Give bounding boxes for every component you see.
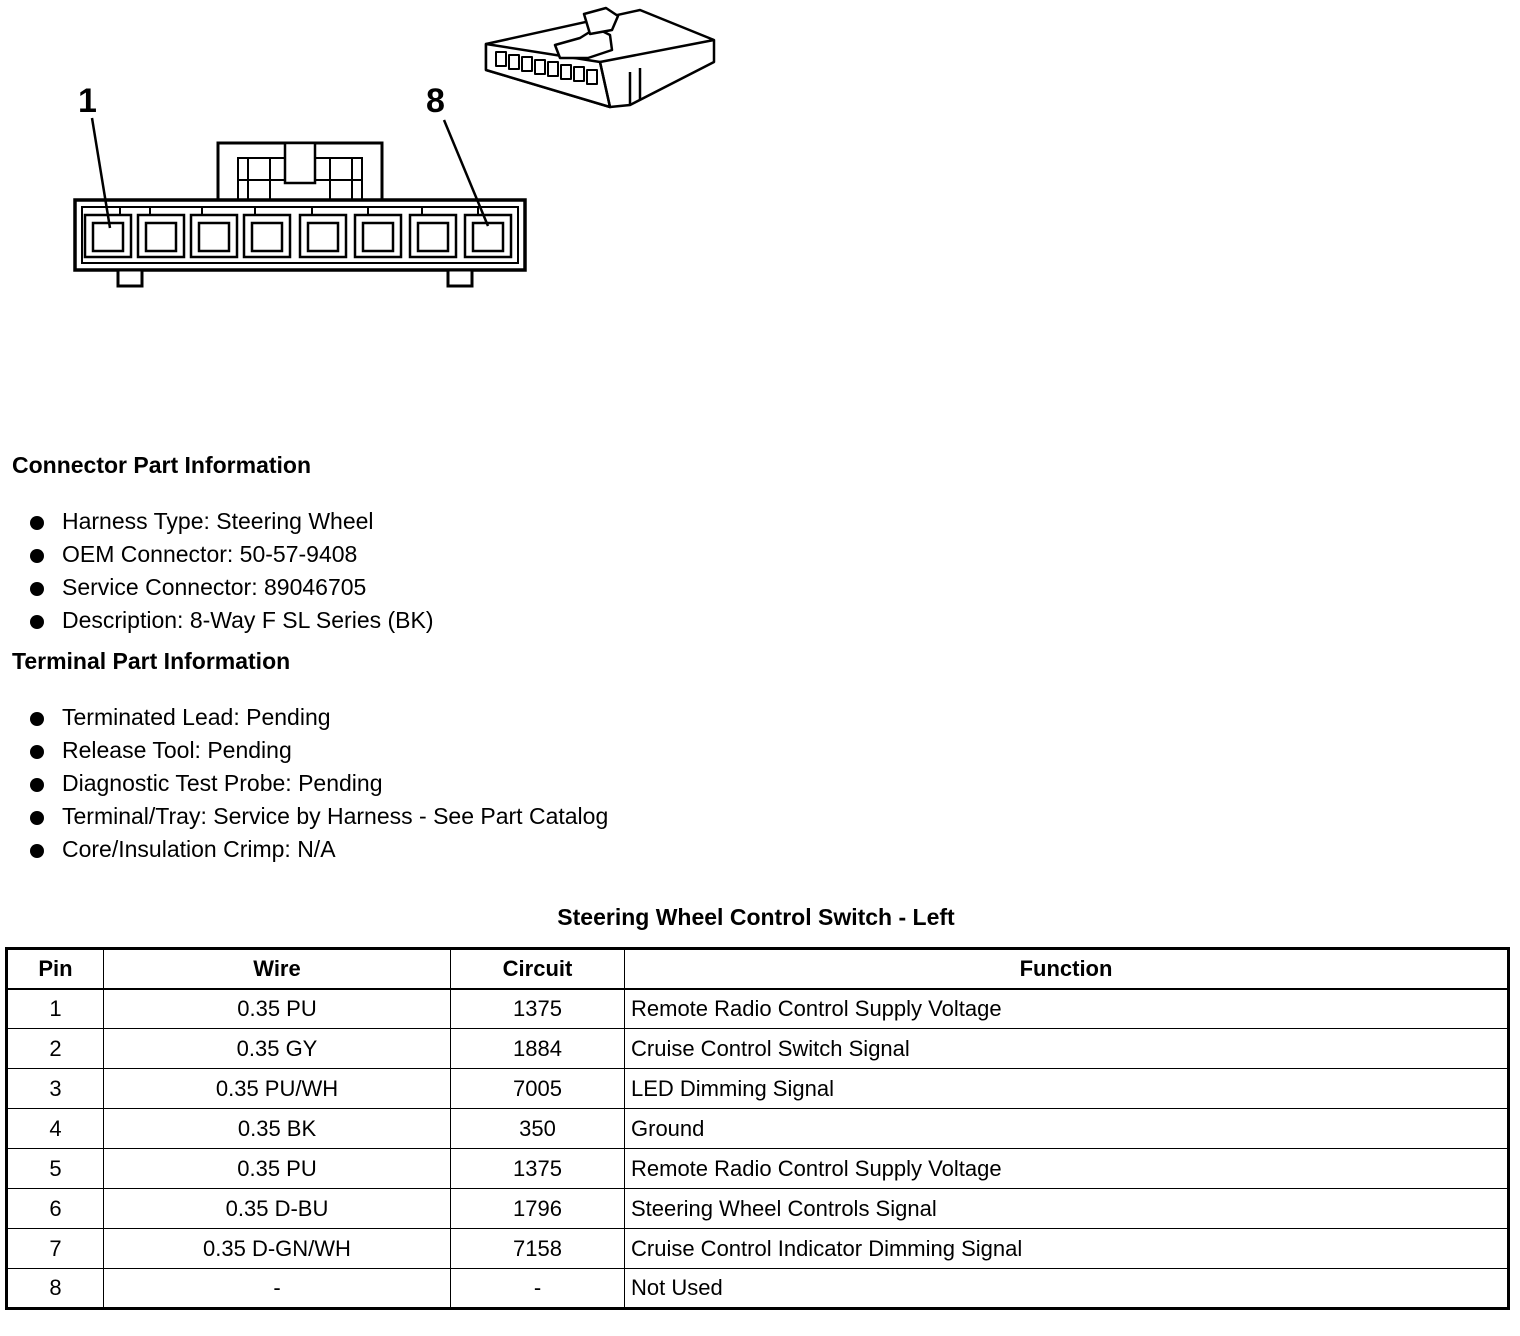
bullet-icon — [30, 712, 44, 726]
pin-label-1: 1 — [78, 82, 97, 120]
bullet-icon — [30, 582, 44, 596]
cell-circuit: 350 — [451, 1109, 625, 1149]
cell-circuit: - — [451, 1269, 625, 1309]
cell-pin: 3 — [7, 1069, 104, 1109]
cell-pin: 4 — [7, 1109, 104, 1149]
bullet-icon — [30, 811, 44, 825]
cell-function: LED Dimming Signal — [625, 1069, 1509, 1109]
header-circuit: Circuit — [451, 949, 625, 989]
cell-function: Cruise Control Indicator Dimming Signal — [625, 1229, 1509, 1269]
cell-wire: 0.35 D-BU — [104, 1189, 451, 1229]
pin-label-8: 8 — [426, 82, 445, 120]
cell-function: Not Used — [625, 1269, 1509, 1309]
table-row — [7, 1029, 1509, 1069]
bullet-icon — [30, 516, 44, 530]
connector-diagram — [0, 0, 760, 300]
pinout-table — [5, 947, 1510, 1310]
cell-wire: - — [104, 1269, 451, 1309]
bullet-icon — [30, 745, 44, 759]
cell-pin: 8 — [7, 1269, 104, 1309]
cell-pin: 5 — [7, 1149, 104, 1189]
cell-circuit: 7158 — [451, 1229, 625, 1269]
table-row — [7, 1189, 1509, 1229]
table-row — [7, 1269, 1509, 1309]
cell-pin: 1 — [7, 989, 104, 1029]
cell-pin: 6 — [7, 1189, 104, 1229]
header-wire: Wire — [104, 949, 451, 989]
bullet-icon — [30, 549, 44, 563]
cell-circuit: 1375 — [451, 989, 625, 1029]
cell-wire: 0.35 D-GN/WH — [104, 1229, 451, 1269]
table-row — [7, 1149, 1509, 1189]
connector-front-view — [75, 143, 525, 286]
cell-circuit: 1796 — [451, 1189, 625, 1229]
cell-pin: 7 — [7, 1229, 104, 1269]
cell-function: Ground — [625, 1109, 1509, 1149]
cell-function: Remote Radio Control Supply Voltage — [625, 989, 1509, 1029]
cell-circuit: 7005 — [451, 1069, 625, 1109]
cell-wire: 0.35 PU — [104, 989, 451, 1029]
bullet-icon — [30, 615, 44, 629]
header-pin: Pin — [7, 949, 104, 989]
cell-wire: 0.35 PU/WH — [104, 1069, 451, 1109]
table-header-row — [7, 949, 1509, 989]
cell-function: Steering Wheel Controls Signal — [625, 1189, 1509, 1229]
cell-function: Cruise Control Switch Signal — [625, 1029, 1509, 1069]
cell-pin: 2 — [7, 1029, 104, 1069]
table-row — [7, 1069, 1509, 1109]
terminal-info-heading: Terminal Part Information — [12, 648, 291, 674]
table-row — [7, 1109, 1509, 1149]
cell-circuit: 1375 — [451, 1149, 625, 1189]
table-row — [7, 1229, 1509, 1269]
bullet-icon — [30, 778, 44, 792]
cell-function: Remote Radio Control Supply Voltage — [625, 1149, 1509, 1189]
cell-wire: 0.35 PU — [104, 1149, 451, 1189]
header-function: Function — [625, 949, 1509, 989]
cell-wire: 0.35 BK — [104, 1109, 451, 1149]
cell-wire: 0.35 GY — [104, 1029, 451, 1069]
table-title: Steering Wheel Control Switch - Left — [557, 904, 955, 930]
table-row — [7, 989, 1509, 1029]
connector-info-heading: Connector Part Information — [12, 452, 312, 478]
connector-isometric-view — [486, 8, 714, 107]
bullet-icon — [30, 844, 44, 858]
cell-circuit: 1884 — [451, 1029, 625, 1069]
